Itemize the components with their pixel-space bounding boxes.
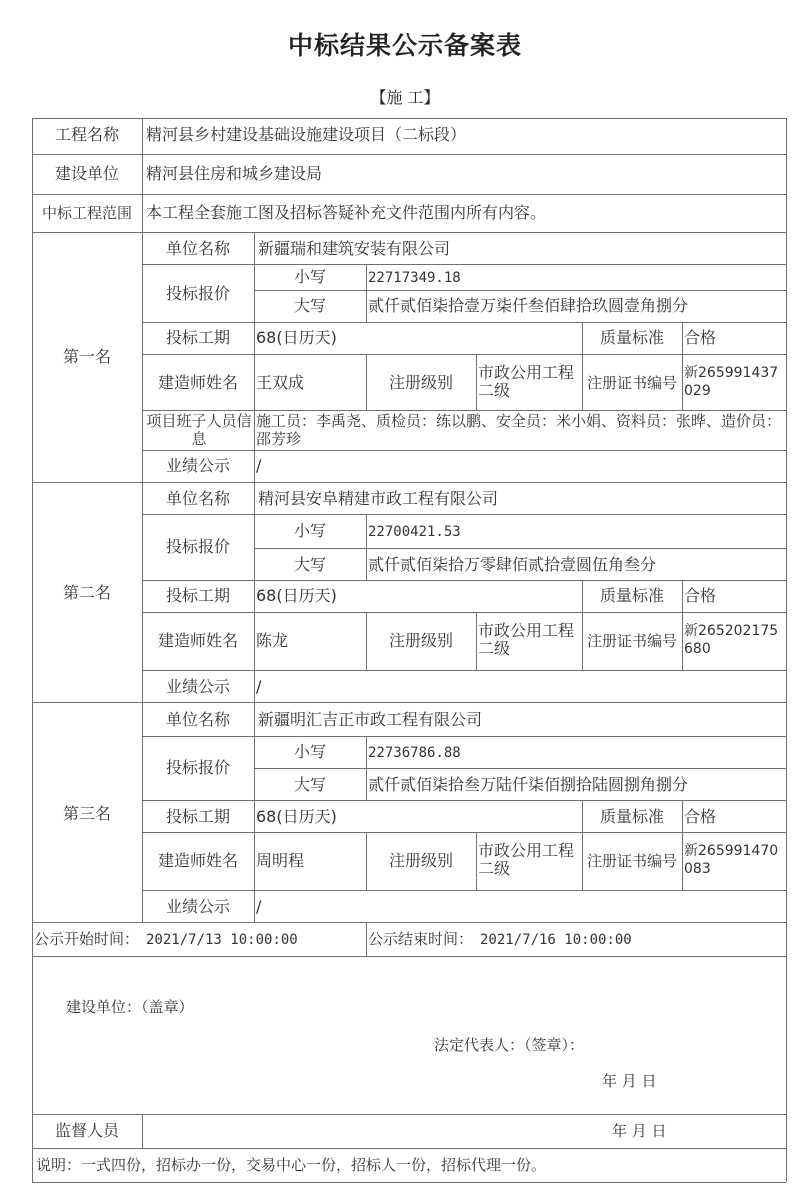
lowercase-label: 小写 — [293, 742, 326, 761]
rank-3-cert-no: 新265991470083 — [684, 843, 779, 877]
rank-1-period: 68(日历天) — [256, 328, 337, 347]
rank-1-label: 第一名 — [62, 347, 111, 366]
notice-end-label: 公示结束时间： — [368, 930, 474, 948]
rank-1-reg-level: 市政公用工程二级 — [478, 363, 575, 400]
rank-3-constructor: 周明程 — [256, 851, 305, 870]
notice-start-value: 2021/7/13 10:00:00 — [146, 932, 298, 948]
signature-date: 年 月 日 — [602, 1072, 657, 1090]
rank-3-company: 新疆明汇吉正市政工程有限公司 — [258, 710, 483, 729]
team-info-label: 项目班子人员信息 — [146, 412, 252, 448]
rank-2-company: 精河县安阜精建市政工程有限公司 — [258, 489, 499, 508]
period-label: 投标工期 — [165, 328, 230, 347]
cert-no-label: 注册证书编号 — [586, 632, 677, 650]
reg-level-label: 注册级别 — [388, 373, 453, 392]
period-label: 投标工期 — [165, 586, 230, 605]
rank-2-label: 第二名 — [62, 583, 111, 602]
rank-3-price-upper: 贰仟贰佰柒拾叁万陆仟柒佰捌拾陆圆捌角捌分 — [368, 775, 689, 794]
rank-1-team: 施工员：李禹尧、质检员：练以鹏、安全员：米小娟、资料员：张晔、造价员：邵芳珍 — [256, 412, 782, 448]
constructor-label: 建造师姓名 — [157, 631, 238, 650]
project-name-label: 工程名称 — [54, 125, 119, 144]
rank-3-performance: / — [256, 897, 262, 916]
uppercase-label: 大写 — [293, 775, 326, 794]
rank-3-price-lower: 22736786.88 — [368, 745, 461, 761]
rank-2-price-lower: 22700421.53 — [368, 524, 461, 540]
rank-1-company: 新疆瑞和建筑安装有限公司 — [258, 239, 451, 258]
owner-label: 建设单位 — [54, 164, 119, 183]
performance-label: 业绩公示 — [165, 897, 230, 916]
notice-start-label: 公示开始时间： — [34, 930, 140, 948]
performance-label: 业绩公示 — [165, 677, 230, 696]
rank-3-reg-level: 市政公用工程二级 — [478, 841, 575, 878]
rank-2-performance: / — [256, 677, 262, 696]
owner-value: 精河县住房和城乡建设局 — [146, 164, 323, 183]
page-subtitle: 【施 工】 — [370, 88, 440, 107]
notice-end-value: 2021/7/16 10:00:00 — [480, 932, 632, 948]
scope-label: 中标工程范围 — [41, 204, 132, 222]
rank-3-period: 68(日历天) — [256, 807, 337, 826]
constructor-label: 建造师姓名 — [157, 851, 238, 870]
rank-2-constructor: 陈龙 — [256, 631, 289, 650]
cert-no-label: 注册证书编号 — [586, 852, 677, 870]
rank-1-cert-no: 新265991437029 — [684, 365, 779, 399]
period-label: 投标工期 — [165, 807, 230, 826]
company-label: 单位名称 — [165, 489, 230, 508]
rank-3-quality: 合格 — [684, 807, 717, 826]
supervisor-date: 年 月 日 — [612, 1122, 667, 1140]
rank-2-cert-no: 新265202175680 — [684, 623, 779, 657]
bid-price-label: 投标报价 — [165, 758, 230, 777]
rank-2-reg-level: 市政公用工程二级 — [478, 621, 575, 658]
reg-level-label: 注册级别 — [388, 851, 453, 870]
company-label: 单位名称 — [165, 710, 230, 729]
page-title: 中标结果公示备案表 — [287, 31, 522, 60]
bid-price-label: 投标报价 — [165, 537, 230, 556]
lowercase-label: 小写 — [293, 267, 326, 286]
quality-label: 质量标准 — [599, 328, 664, 347]
legal-rep-label: 法定代表人：（签章）： — [434, 1036, 585, 1054]
rank-3-label: 第三名 — [62, 804, 111, 823]
uppercase-label: 大写 — [293, 555, 326, 574]
rank-1-performance: / — [256, 456, 262, 475]
quality-label: 质量标准 — [599, 586, 664, 605]
owner-seal-label: 建设单位：（盖章） — [66, 998, 194, 1016]
rank-1-quality: 合格 — [684, 328, 717, 347]
bid-price-label: 投标报价 — [165, 284, 230, 303]
scope-value: 本工程全套施工图及招标答疑补充文件范围内所有内容。 — [146, 203, 547, 222]
rank-2-quality: 合格 — [684, 586, 717, 605]
performance-label: 业绩公示 — [165, 456, 230, 475]
rank-2-period: 68(日历天) — [256, 586, 337, 605]
rank-2-price-upper: 贰仟贰佰柒拾万零肆佰贰拾壹圆伍角叁分 — [368, 555, 657, 574]
reg-level-label: 注册级别 — [388, 631, 453, 650]
cert-no-label: 注册证书编号 — [586, 374, 677, 392]
rank-1-price-upper: 贰仟贰佰柒拾壹万柒仟叁佰肆拾玖圆壹角捌分 — [368, 296, 689, 315]
constructor-label: 建造师姓名 — [157, 373, 238, 392]
lowercase-label: 小写 — [293, 521, 326, 540]
footnote: 说明：一式四份，招标办一份，交易中心一份，招标人一份，招标代理一份。 — [36, 1156, 547, 1174]
company-label: 单位名称 — [165, 239, 230, 258]
rank-1-price-lower: 22717349.18 — [368, 270, 461, 286]
rank-1-constructor: 王双成 — [256, 373, 305, 392]
uppercase-label: 大写 — [293, 296, 326, 315]
supervisor-label: 监督人员 — [54, 1121, 119, 1140]
project-name-value: 精河县乡村建设基础设施建设项目（二标段） — [146, 125, 467, 144]
quality-label: 质量标准 — [599, 807, 664, 826]
